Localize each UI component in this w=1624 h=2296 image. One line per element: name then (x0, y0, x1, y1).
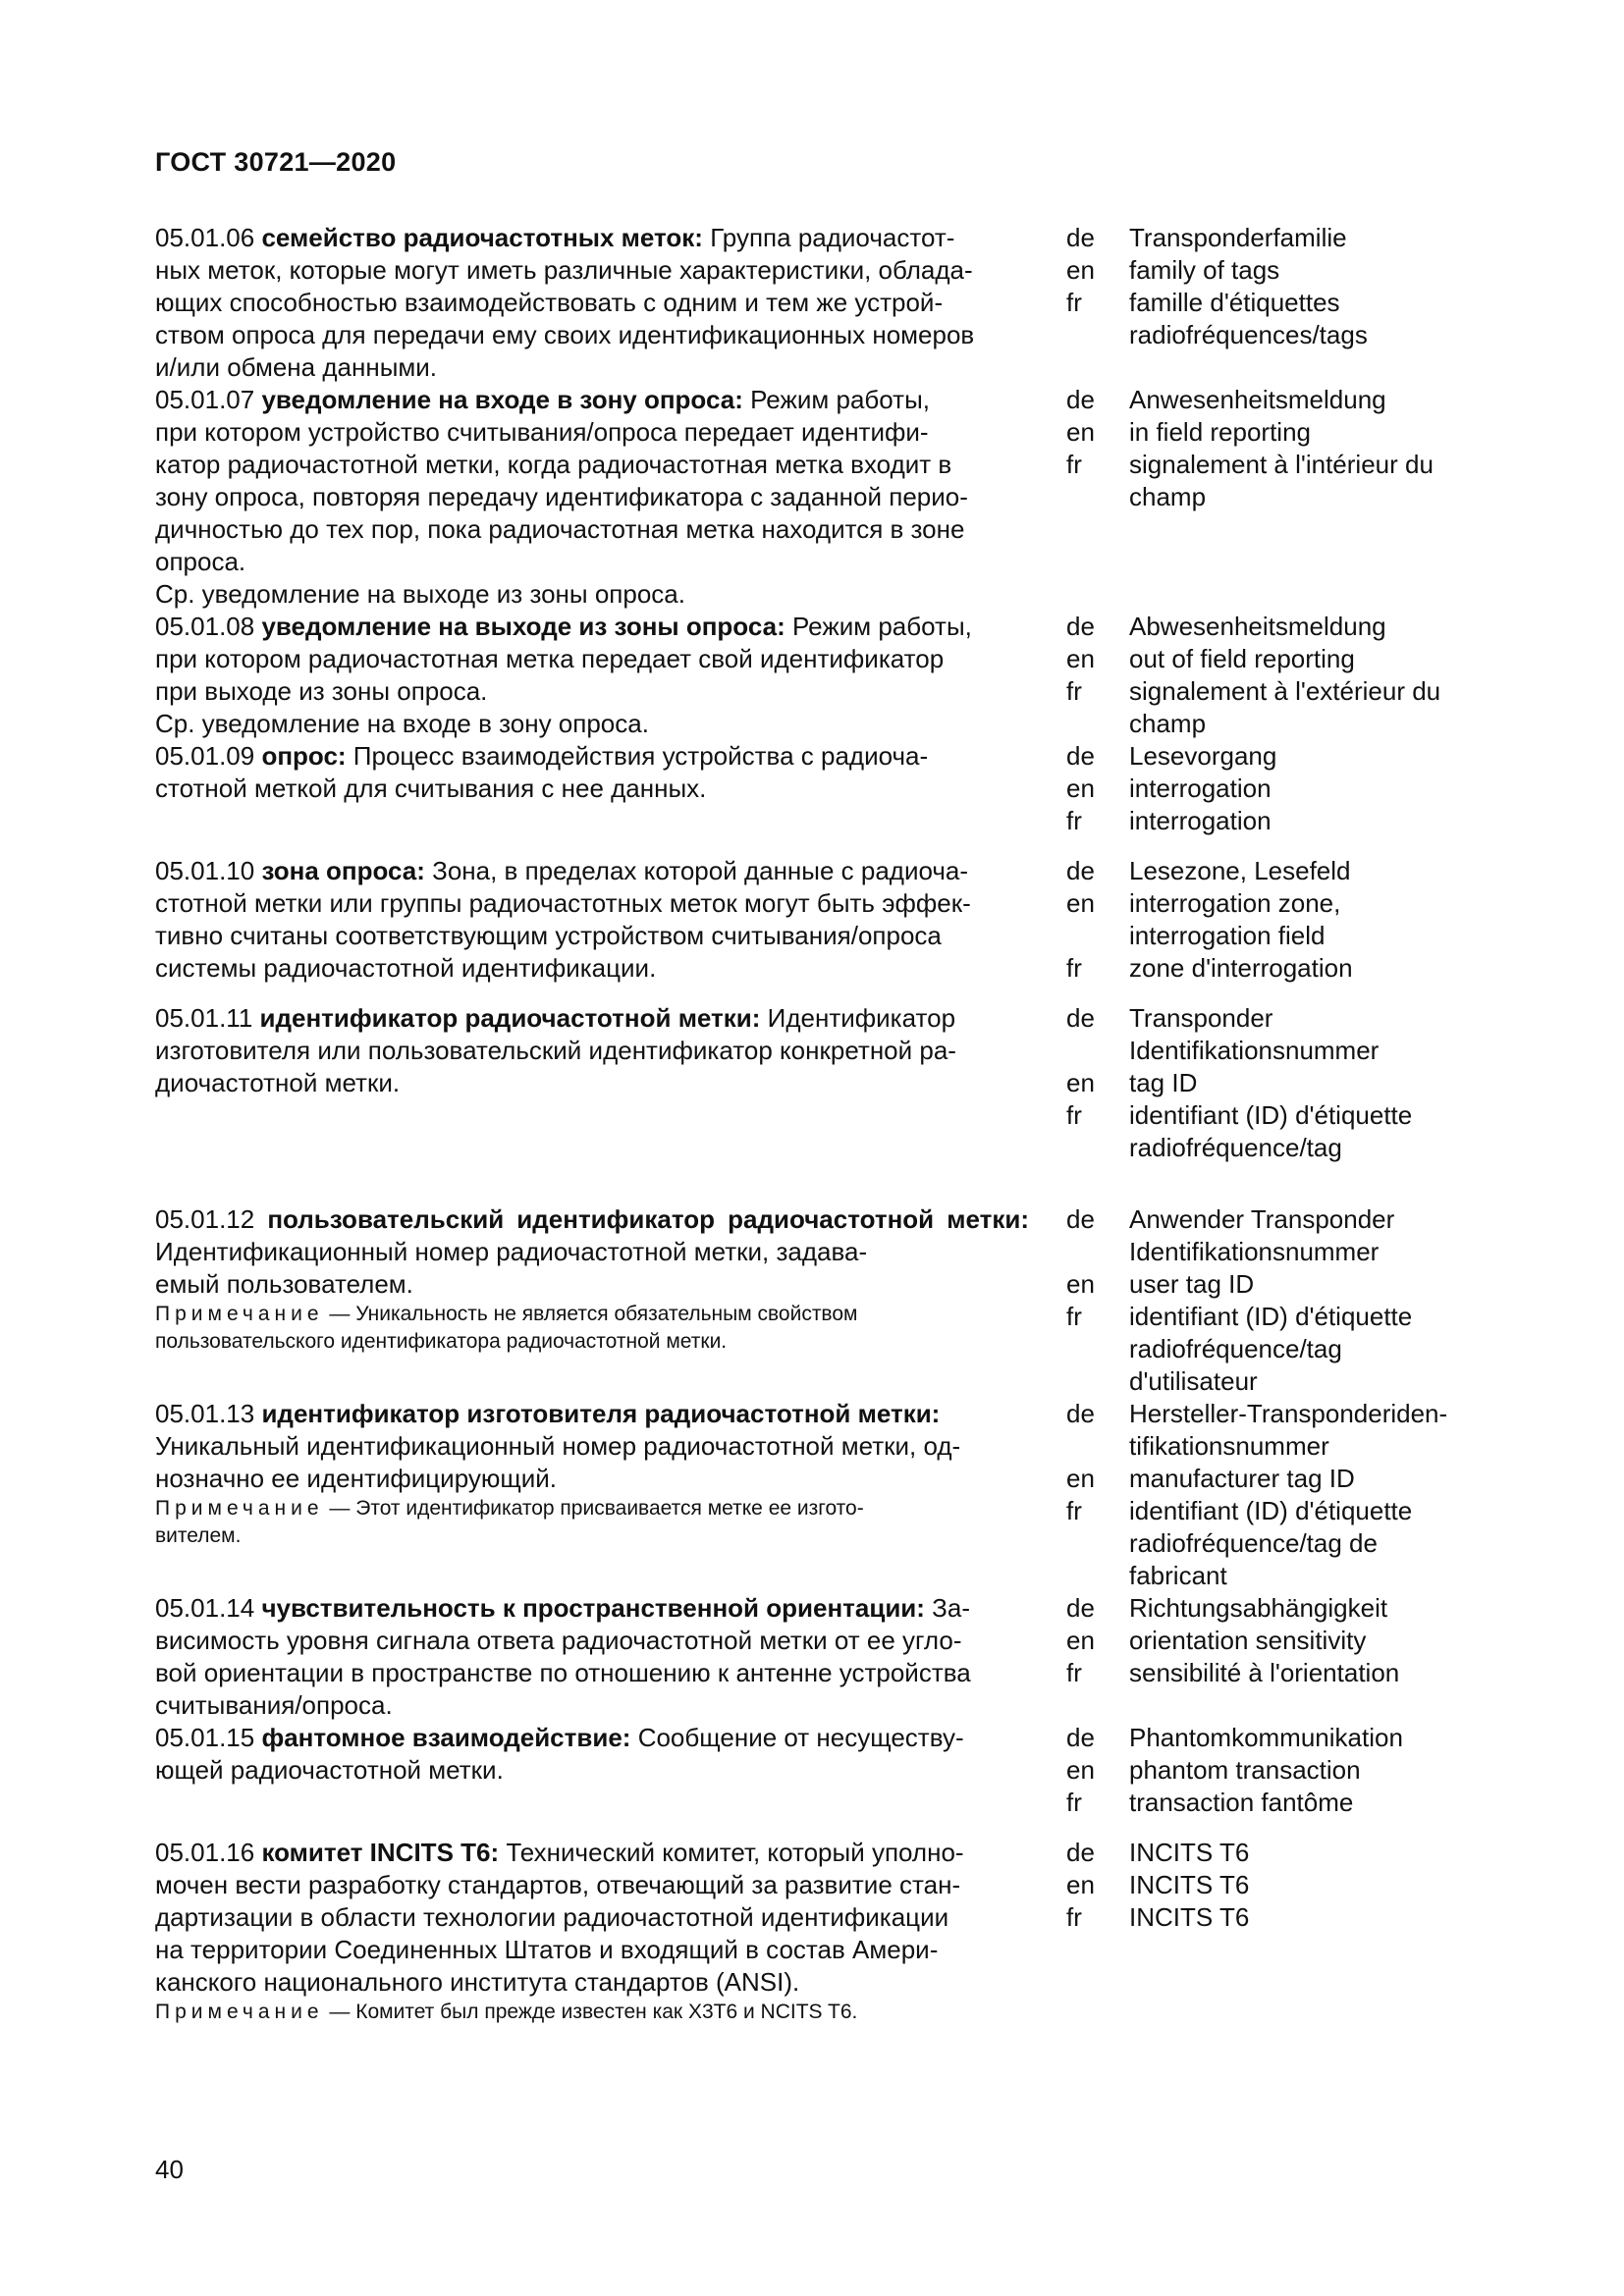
equivalent-term: Anwesenheitsmeldung (1129, 385, 1386, 414)
equivalent-row (1066, 1067, 1492, 1099)
equivalent-term: identifiant (ID) d'étiquette radiofréquence/tag de fabricant (1129, 1496, 1413, 1590)
equivalent-row (1066, 887, 1492, 952)
equivalent-row (1066, 1268, 1492, 1301)
equivalent-row (1066, 287, 1492, 351)
language-code: fr (1066, 1496, 1082, 1525)
equivalent-term: Hersteller-Transponderiden- tifikationsnummer (1129, 1399, 1448, 1461)
equivalent-term: user tag ID (1129, 1269, 1255, 1299)
term-note (155, 1495, 1029, 1550)
equivalent-row (1066, 643, 1492, 675)
equivalent-row (1066, 805, 1492, 837)
equivalent-row (1066, 855, 1492, 887)
equivalent-row (1066, 675, 1492, 740)
language-code: de (1066, 1723, 1095, 1752)
term-definition-text: Группа радиочастот- ных меток, которые могут иметь различные характеристики, облада- ющих способностью взаимодействовать с одним и тем же устрой- ством опроса для передачи ему своих идентификационных номеров и/или обмена данными. (155, 223, 975, 382)
equivalent-row (1066, 1837, 1492, 1869)
term-entry (155, 384, 1492, 611)
term-entry (155, 855, 1492, 985)
equivalent-row (1066, 384, 1492, 416)
term-number: 05.01.13 (155, 1399, 255, 1428)
equivalent-term: interrogation (1129, 774, 1272, 803)
equivalent-term: INCITS T6 (1129, 1870, 1250, 1899)
language-code: de (1066, 1204, 1095, 1234)
equivalent-term: identifiant (ID) d'étiquette radiofréquence/tag (1129, 1100, 1413, 1162)
foreign-equivalents (1066, 1398, 1492, 1592)
language-code: de (1066, 1003, 1095, 1033)
equivalent-term: sensibilité à l'orientation (1129, 1658, 1400, 1687)
term-title: уведомление на выходе из зоны опроса: (261, 612, 785, 641)
term-definition (155, 222, 1029, 384)
equivalent-row (1066, 773, 1492, 805)
equivalent-row (1066, 1463, 1492, 1495)
equivalent-row (1066, 1787, 1492, 1819)
language-code: en (1066, 774, 1095, 803)
term-definition-text: Режим работы, при котором радиочастотная метка передает свой идентификатор при выходе из зоны опроса. (155, 612, 972, 706)
equivalent-row (1066, 1002, 1492, 1067)
term-title: опрос: (261, 741, 347, 771)
equivalent-row (1066, 416, 1492, 449)
term-title: пользовательский идентификатор радиочастотной метки: (267, 1204, 1029, 1234)
foreign-equivalents (1066, 1837, 1492, 2026)
page-number: 40 (155, 2155, 184, 2184)
term-title: комитет INCITS T6: (261, 1838, 500, 1867)
language-code: fr (1066, 1658, 1082, 1687)
equivalent-term: interrogation zone, interrogation field (1129, 888, 1341, 950)
language-code: en (1066, 255, 1095, 285)
cross-reference: Ср. уведомление на выходе из зоны опроса. (155, 579, 685, 609)
equivalent-term: interrogation (1129, 806, 1272, 835)
foreign-equivalents (1066, 1722, 1492, 1819)
note-text: — Комитет был прежде известен как X3T6 и NCITS T6. (323, 2001, 858, 2023)
language-code: de (1066, 385, 1095, 414)
cross-reference: Ср. уведомление на входе в зону опроса. (155, 709, 649, 738)
term-definition (155, 740, 1029, 837)
equivalent-row (1066, 1625, 1492, 1657)
equivalent-row (1066, 1203, 1492, 1268)
equivalent-term: Phantomkommunikation (1129, 1723, 1403, 1752)
equivalent-term: zone d'interrogation (1129, 953, 1353, 983)
term-title: идентификатор изготовителя радиочастотной метки: (261, 1399, 941, 1428)
language-code: en (1066, 1068, 1095, 1097)
term-entry (155, 740, 1492, 837)
term-definition (155, 1722, 1029, 1819)
term-definition-text: Уникальный идентификационный номер радиочастотной метки, од- нозначно ее идентифицирующий. (155, 1431, 961, 1493)
equivalent-term: Anwender Transponder Identifikationsnummer (1129, 1204, 1395, 1266)
language-code: de (1066, 223, 1095, 252)
note-label: Примечание (155, 2001, 324, 2023)
term-number: 05.01.15 (155, 1723, 255, 1752)
language-code: fr (1066, 1902, 1082, 1932)
language-code: de (1066, 1593, 1095, 1623)
foreign-equivalents (1066, 222, 1492, 384)
term-definition (155, 855, 1029, 985)
language-code: de (1066, 1838, 1095, 1867)
terms-content (155, 222, 1492, 2026)
term-note (155, 1301, 1029, 1356)
note-text: — Уникальность не является обязательным свойством пользовательского идентификатора радиочастотной метки. (155, 1303, 858, 1353)
equivalent-term: signalement à l'intérieur du champ (1129, 450, 1434, 511)
language-code: fr (1066, 1788, 1082, 1817)
term-definition (155, 1203, 1029, 1398)
equivalent-row (1066, 1901, 1492, 1934)
equivalent-term: tag ID (1129, 1068, 1198, 1097)
equivalent-term: manufacturer tag ID (1129, 1464, 1355, 1493)
note-label: Примечание (155, 1303, 324, 1325)
term-number: 05.01.08 (155, 612, 255, 641)
term-entry (155, 1203, 1492, 1398)
language-code: de (1066, 856, 1095, 885)
equivalent-row (1066, 1754, 1492, 1787)
term-number: 05.01.12 (155, 1204, 255, 1234)
term-definition (155, 611, 1029, 740)
term-definition-text: Идентификатор изготовителя или пользовательский идентификатор конкретной ра- диочастотной метки. (155, 1003, 956, 1097)
equivalent-row (1066, 1495, 1492, 1592)
equivalent-term: out of field reporting (1129, 644, 1355, 673)
language-code: fr (1066, 953, 1082, 983)
language-code: en (1066, 417, 1095, 447)
equivalent-term: orientation sensitivity (1129, 1626, 1367, 1655)
term-entry (155, 1002, 1492, 1164)
equivalent-row (1066, 1657, 1492, 1689)
language-code: en (1066, 1269, 1095, 1299)
term-note (155, 1999, 1029, 2026)
term-entry (155, 1722, 1492, 1819)
note-label: Примечание (155, 1497, 324, 1520)
equivalent-term: transaction fantôme (1129, 1788, 1354, 1817)
term-definition-text: Режим работы, при котором устройство считывания/опроса передает идентифи- катор радиочастотной метки, когда радиочастотная метка входит в зону опроса, повторяя передачу идентификатора с заданной перио- дичностью до тех пор, пока радиочастотная метка находится в зоне опроса. (155, 385, 968, 576)
equivalent-term: INCITS T6 (1129, 1838, 1250, 1867)
equivalent-row (1066, 1592, 1492, 1625)
foreign-equivalents (1066, 384, 1492, 611)
page-header: ГОСТ 30721—2020 (155, 147, 397, 177)
term-number: 05.01.11 (155, 1003, 253, 1033)
equivalent-term: family of tags (1129, 255, 1280, 285)
equivalent-row (1066, 254, 1492, 287)
equivalent-term: Richtungsabhängigkeit (1129, 1593, 1388, 1623)
language-code: en (1066, 888, 1095, 918)
term-definition (155, 1002, 1029, 1164)
language-code: fr (1066, 676, 1082, 706)
term-title: идентификатор радиочастотной метки: (259, 1003, 761, 1033)
term-definition (155, 384, 1029, 611)
term-definition-text: Сообщение от несуществу- ющей радиочастотной метки. (155, 1723, 964, 1785)
language-code: en (1066, 1755, 1095, 1785)
foreign-equivalents (1066, 1002, 1492, 1164)
equivalent-row (1066, 1869, 1492, 1901)
equivalent-term: identifiant (ID) d'étiquette radiofréquence/tag d'utilisateur (1129, 1302, 1413, 1396)
term-number: 05.01.10 (155, 856, 255, 885)
foreign-equivalents (1066, 1592, 1492, 1722)
term-entry (155, 611, 1492, 740)
language-code: fr (1066, 1302, 1082, 1331)
term-definition-text: Идентификационный номер радиочастотной метки, задава- емый пользователем. (155, 1237, 868, 1299)
language-code: en (1066, 644, 1095, 673)
term-definition-text: Зона, в пределах которой данные с радиоча- стотной метки или группы радиочастотных меток могут быть эффек- тивно считаны соответствующим устройством считывания/опроса системы радиочастотной идентификации. (155, 856, 971, 983)
equivalent-row (1066, 1398, 1492, 1463)
language-code: fr (1066, 1100, 1082, 1130)
term-entry (155, 1592, 1492, 1722)
foreign-equivalents (1066, 740, 1492, 837)
equivalent-term: Transponder Identifikationsnummer (1129, 1003, 1380, 1065)
term-entry (155, 222, 1492, 384)
term-number: 05.01.09 (155, 741, 255, 771)
equivalent-term: Abwesenheitsmeldung (1129, 612, 1386, 641)
equivalent-row (1066, 222, 1492, 254)
equivalent-row (1066, 449, 1492, 513)
language-code: en (1066, 1870, 1095, 1899)
foreign-equivalents (1066, 855, 1492, 985)
term-number: 05.01.06 (155, 223, 255, 252)
language-code: de (1066, 1399, 1095, 1428)
equivalent-term: Transponderfamilie (1129, 223, 1347, 252)
term-number: 05.01.14 (155, 1593, 255, 1623)
equivalent-row (1066, 740, 1492, 773)
equivalent-row (1066, 952, 1492, 985)
foreign-equivalents (1066, 611, 1492, 740)
language-code: fr (1066, 806, 1082, 835)
language-code: en (1066, 1464, 1095, 1493)
term-entry (155, 1837, 1492, 2026)
equivalent-row (1066, 611, 1492, 643)
term-title: зона опроса: (261, 856, 425, 885)
language-code: de (1066, 612, 1095, 641)
term-entry (155, 1398, 1492, 1592)
foreign-equivalents (1066, 1203, 1492, 1398)
language-code: fr (1066, 288, 1082, 317)
equivalent-row (1066, 1722, 1492, 1754)
equivalent-term: Lesezone, Lesefeld (1129, 856, 1351, 885)
term-number: 05.01.16 (155, 1838, 255, 1867)
term-definition (155, 1837, 1029, 2026)
equivalent-row (1066, 1099, 1492, 1164)
term-title: семейство радиочастотных меток: (261, 223, 703, 252)
term-definition-text: Процесс взаимодействия устройства с радиоча- стотной меткой для считывания с нее данных. (155, 741, 929, 803)
equivalent-term: in field reporting (1129, 417, 1311, 447)
term-definition (155, 1398, 1029, 1592)
equivalent-term: Lesevorgang (1129, 741, 1277, 771)
term-title: чувствительность к пространственной ориентации: (261, 1593, 925, 1623)
term-title: уведомление на входе в зону опроса: (261, 385, 743, 414)
equivalent-term: signalement à l'extérieur du champ (1129, 676, 1441, 738)
note-text: — Этот идентификатор присваивается метке ее изгото- вителем. (155, 1497, 864, 1547)
language-code: de (1066, 741, 1095, 771)
term-number: 05.01.07 (155, 385, 255, 414)
term-definition (155, 1592, 1029, 1722)
term-definition-text: Технический комитет, который уполно- мочен вести разработку стандартов, отвечающий за развитие стан- дартизации в области технологии радиочастотной идентификации на территории Соединенных Штатов и входящий в состав Амери- канского национального института стандартов (ANSI). (155, 1838, 964, 1997)
equivalent-term: INCITS T6 (1129, 1902, 1250, 1932)
equivalent-term: phantom transaction (1129, 1755, 1361, 1785)
language-code: fr (1066, 450, 1082, 479)
term-title: фантомное взаимодействие: (261, 1723, 631, 1752)
term-definition-text: За- висимость уровня сигнала ответа радиочастотной метки от ее угло- вой ориентации в пространстве по отношению к антенне устройства считывания/опроса. (155, 1593, 971, 1720)
equivalent-row (1066, 1301, 1492, 1398)
language-code: en (1066, 1626, 1095, 1655)
equivalent-term: famille d'étiquettes radiofréquences/tags (1129, 288, 1368, 349)
